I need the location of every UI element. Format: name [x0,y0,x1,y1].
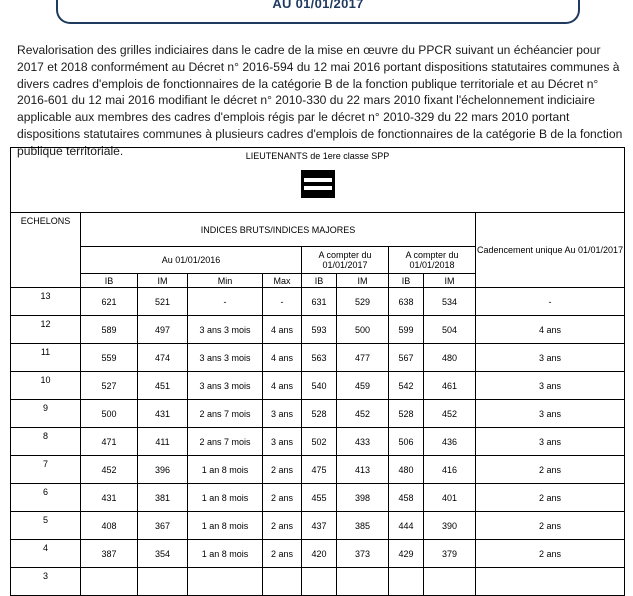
cad-cell: 2 ans [476,540,625,568]
im2018-cell: 452 [424,400,476,428]
echelon-cell: 8 [11,428,81,456]
table-row [11,428,625,456]
ib2016-cell: 431 [81,484,138,512]
ib2018-cell: 599 [389,316,424,344]
cad-cell: 4 ans [476,316,625,344]
min-cell: 3 ans 3 mois [188,316,263,344]
ib2017-cell: 475 [302,456,337,484]
im2018-cell: 379 [424,540,476,568]
col-header: IM [138,274,188,288]
im2017-cell: 529 [337,288,389,316]
im2017-cell: 452 [337,400,389,428]
echelon-cell: 4 [11,540,81,568]
max-cell: 4 ans [263,372,302,400]
ib2016-cell: 589 [81,316,138,344]
max-cell: 4 ans [263,316,302,344]
im2016-cell: 431 [138,400,188,428]
ib2018-cell [389,568,424,596]
max-cell: 3 ans [263,400,302,428]
col-header: IB [389,274,424,288]
ib2018-cell: 542 [389,372,424,400]
title-box [56,0,580,24]
cad-cell: 2 ans [476,456,625,484]
ib2018-cell: 480 [389,456,424,484]
ib2017-cell: 502 [302,428,337,456]
col-header: IM [337,274,389,288]
table-row [11,540,625,568]
cad-cell: 2 ans [476,484,625,512]
echelon-cell: 12 [11,316,81,344]
ib2016-cell: 500 [81,400,138,428]
ib2016-cell: 621 [81,288,138,316]
ib2017-cell [302,568,337,596]
echelon-cell: 9 [11,400,81,428]
min-cell: 1 an 8 mois [188,512,263,540]
max-cell: 2 ans [263,512,302,540]
min-cell: 3 ans 3 mois [188,344,263,372]
ib2017-cell: 528 [302,400,337,428]
im2018-cell: 461 [424,372,476,400]
im2017-cell: 500 [337,316,389,344]
cad-cell: 3 ans [476,400,625,428]
im2018-cell: 390 [424,512,476,540]
echelon-cell: 6 [11,484,81,512]
ib2018-cell: 458 [389,484,424,512]
im2016-cell: 354 [138,540,188,568]
table-row [11,344,625,372]
cad-cell: 3 ans [476,372,625,400]
ib2016-cell: 408 [81,512,138,540]
table-row [11,512,625,540]
max-cell: 2 ans [263,456,302,484]
max-cell: 2 ans [263,540,302,568]
im2018-cell: 480 [424,344,476,372]
max-cell: 2 ans [263,484,302,512]
ib2017-cell: 631 [302,288,337,316]
table-row [11,456,625,484]
min-cell: 1 an 8 mois [188,484,263,512]
ib2017-cell: 540 [302,372,337,400]
im2017-cell [337,568,389,596]
echelon-cell: 5 [11,512,81,540]
ib2018-cell: 567 [389,344,424,372]
im2018-cell: 436 [424,428,476,456]
echelon-cell: 10 [11,372,81,400]
echelon-cell: 11 [11,344,81,372]
table-row [11,400,625,428]
grade-header [11,148,625,213]
ib2016-cell: 559 [81,344,138,372]
table-row [11,484,625,512]
min-cell: 2 ans 7 mois [188,400,263,428]
max-cell [263,568,302,596]
cad-cell: - [476,288,625,316]
ib2018-cell: 444 [389,512,424,540]
ib2018-cell: 638 [389,288,424,316]
page-title: AU 01/01/2017 [272,0,364,11]
echelon-cell: 13 [11,288,81,316]
min-cell: - [188,288,263,316]
col-header: Max [263,274,302,288]
echelon-cell: 3 [11,568,81,596]
im2018-cell: 534 [424,288,476,316]
im2018-cell: 401 [424,484,476,512]
equals-sign-icon [301,170,335,198]
group-2018-header: A compter du 01/01/2018 [389,247,476,274]
im2017-cell: 433 [337,428,389,456]
ib2017-cell: 593 [302,316,337,344]
table-row [11,288,625,316]
ib2017-cell: 420 [302,540,337,568]
table-row [11,316,625,344]
min-cell: 2 ans 7 mois [188,428,263,456]
ib2018-cell: 429 [389,540,424,568]
im2016-cell: 396 [138,456,188,484]
col-header: Min [188,274,263,288]
im2017-cell: 385 [337,512,389,540]
group-2017-header: A compter du 01/01/2017 [302,247,389,274]
im2017-cell: 373 [337,540,389,568]
im2018-cell: 504 [424,316,476,344]
max-cell: - [263,288,302,316]
cad-cell: 3 ans [476,428,625,456]
cad-cell [476,568,625,596]
im2018-cell [424,568,476,596]
im2016-cell: 381 [138,484,188,512]
echelons-header: ECHELONS [11,213,81,288]
min-cell: 1 an 8 mois [188,540,263,568]
cad-cell: 2 ans [476,512,625,540]
grade-title: LIEUTENANTS de 1ere classe SPP [245,151,390,161]
ib2016-cell [81,568,138,596]
table-row [11,372,625,400]
echelon-cell: 7 [11,456,81,484]
im2016-cell: 367 [138,512,188,540]
indices-table [10,147,625,596]
ib2016-cell: 471 [81,428,138,456]
im2017-cell: 477 [337,344,389,372]
table-row [11,568,625,596]
col-header: IM [424,274,476,288]
im2017-cell: 413 [337,456,389,484]
im2018-cell: 416 [424,456,476,484]
max-cell: 4 ans [263,344,302,372]
im2017-cell: 459 [337,372,389,400]
col-header: IB [302,274,337,288]
im2016-cell: 497 [138,316,188,344]
group-2016-header: Au 01/01/2016 [81,247,302,274]
ib2016-cell: 452 [81,456,138,484]
im2017-cell: 398 [337,484,389,512]
im2016-cell: 411 [138,428,188,456]
im2016-cell: 474 [138,344,188,372]
ib2017-cell: 455 [302,484,337,512]
min-cell [188,568,263,596]
min-cell: 3 ans 3 mois [188,372,263,400]
cadencement-header: Cadencement unique Au 01/01/2017 [476,213,625,288]
max-cell: 3 ans [263,428,302,456]
ib2016-cell: 527 [81,372,138,400]
ib2016-cell: 387 [81,540,138,568]
min-cell: 1 an 8 mois [188,456,263,484]
intro-paragraph: Revalorisation des grilles indiciaires dans le cadre de la mise en œuvre du PPCR suivant un échéancier pour 2017 et 2018 conformément au Décret n° 2016-594 du 12 mai 2016 portant dispositions statutaires communes à divers cadres d'emplois de fonctionnaires de la catégorie B de la fonction publique territoriale et au Décret n° 2016-601 du 12 mai 2016 modifiant le décret n° 2010-330 du 22 mars 2010 fixant l'échelonnement indiciaire applicable aux membres des cadres d'emplois régis par le décret n° 2010-329 du 22 mars 2010 portant dispositions statutaires communes à plusieurs cadres d'emplois de fonctionnaires de la catégorie B de la fonction publique territoriale. [17,43,623,158]
ib2017-cell: 563 [302,344,337,372]
im2016-cell [138,568,188,596]
im2016-cell: 451 [138,372,188,400]
col-header: IB [81,274,138,288]
indices-header: INDICES BRUTS/INDICES MAJORES [81,213,476,247]
ib2017-cell: 437 [302,512,337,540]
ib2018-cell: 506 [389,428,424,456]
cad-cell: 3 ans [476,344,625,372]
ib2018-cell: 528 [389,400,424,428]
im2016-cell: 521 [138,288,188,316]
